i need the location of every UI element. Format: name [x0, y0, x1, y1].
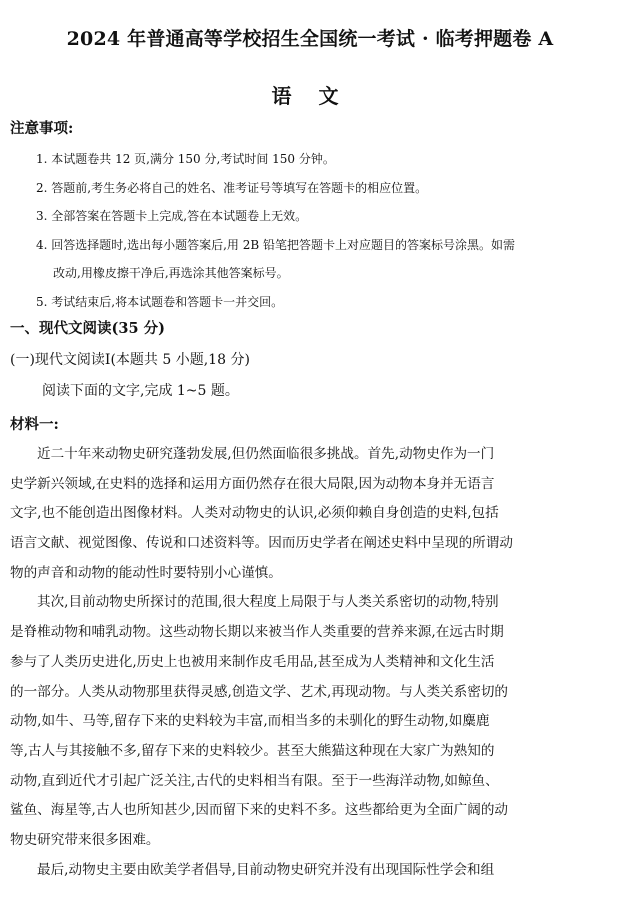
- passage-line: 语言文献、视觉图像、传说和口述资料等。因而历史学者在阐述史料中呈现的所谓动: [10, 535, 513, 552]
- notice-list: [36, 145, 596, 316]
- passage-line: 物史研究带来很多困难。: [10, 831, 160, 848]
- notice-item: 5. 考试结束后,将本试题卷和答题卡一并交回。: [36, 294, 284, 309]
- passage-line: 其次,目前动物史所探讨的范围,很大程度上局限于与人类关系密切的动物,特别: [37, 594, 499, 611]
- material-heading: 材料一:: [10, 416, 59, 433]
- notice-item: 3. 全部答案在答题卡上完成,答在本试题卷上无效。: [36, 209, 308, 223]
- passage-line: 史学新兴领域,在史料的选择和运用方面仍然存在很大局限,因为动物本身并无语言: [10, 475, 495, 492]
- passage-line: 动物,直到近代才引起广泛关注,古代的史料相当有限。至于一些海洋动物,如鲸鱼、: [10, 772, 499, 789]
- exam-title: 2024 年普通高等学校招生全国统一考试 · 临考押题卷 A: [66, 28, 554, 50]
- subject-title: 语 文: [271, 84, 349, 108]
- notice-item: 1. 本试题卷共 12 页,满分 150 分,考试时间 150 分钟。: [36, 152, 335, 166]
- passage-text: [10, 440, 602, 885]
- notice-item: 4. 回答选择题时,选出每小题答案后,用 2B 铅笔把答题卡上对应题目的答案标号涂黑。如需: [36, 237, 515, 252]
- section-heading: 一、现代文阅读(35 分): [10, 320, 165, 337]
- passage-line: 文字,也不能创造出图像材料。人类对动物史的认识,必须仰赖自身创造的史料,包括: [10, 505, 499, 522]
- reading-instruction: 阅读下面的文字,完成 1~5 题。: [42, 383, 239, 399]
- passage-line: 鲨鱼、海星等,古人也所知甚少,因而留下来的史料不多。这些都给更为全面广阔的动: [10, 802, 509, 819]
- notice-item: 2. 答题前,考生务必将自己的姓名、准考证号等填写在答题卡的相应位置。: [36, 180, 428, 195]
- passage-line: 的一部分。人类从动物那里获得灵感,创造文学、艺术,再现动物。与人类关系密切的: [10, 683, 509, 700]
- passage-line: 参与了人类历史进化,历史上也被用来制作皮毛用品,甚至成为人类精神和文化生活: [10, 653, 495, 670]
- passage-line: 最后,动物史主要由欧美学者倡导,目前动物史研究并没有出现国际性学会和组: [37, 861, 495, 878]
- notice-item-continuation: 改动,用橡皮擦干净后,再选涂其他答案标号。: [53, 266, 289, 280]
- passage-line: 物的声音和动物的能动性时要特别小心谨慎。: [10, 564, 282, 581]
- section-subheading: (一)现代文阅读Ⅰ(本题共 5 小题,18 分): [10, 352, 250, 368]
- passage-line: 等,古人与其接触不多,留存下来的史料较少。甚至大熊猫这种现在大家广为熟知的: [10, 742, 495, 759]
- passage-line: 近二十年来动物史研究蓬勃发展,但仍然面临很多挑战。首先,动物史作为一门: [37, 446, 495, 462]
- passage-line: 动物,如牛、马等,留存下来的史料较为丰富,而相当多的未驯化的野生动物,如麋鹿: [10, 713, 490, 730]
- passage-line: 是脊椎动物和哺乳动物。这些动物长期以来被当作人类重要的营养来源,在远古时期: [10, 624, 504, 641]
- notice-heading: 注意事项:: [10, 120, 74, 137]
